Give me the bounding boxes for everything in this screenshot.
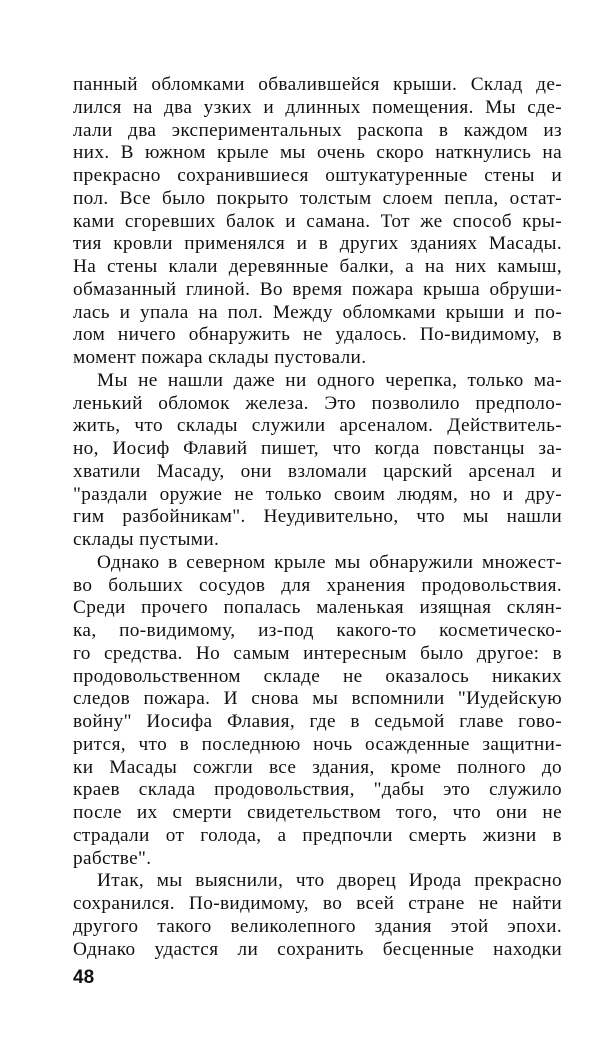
text-line: продовольственном складе не оказалось никаких bbox=[73, 665, 562, 687]
text-line: но, Иосиф Флавий пишет, что когда повстанцы за- bbox=[73, 438, 562, 459]
text-line: ки Масады сожгли все здания, кроме полного до bbox=[73, 756, 562, 778]
text-line: склады пустыми. bbox=[73, 529, 220, 550]
paragraph bbox=[73, 370, 562, 552]
text-line: жить, что склады служили арсеналом. Действитель- bbox=[73, 415, 562, 437]
page-number: 48 bbox=[73, 967, 95, 988]
text-line: ленький обломок железа. Это позволило предполо- bbox=[73, 392, 562, 414]
text-line: войну" Иосифа Флавия, где в седьмой главе гово- bbox=[73, 711, 562, 732]
text-line: пол. Все было покрыто толстым слоем пепла, остат- bbox=[73, 187, 562, 209]
text-line: них. В южном крыле мы очень скоро наткнулись на bbox=[73, 142, 562, 164]
text-line: Мы не нашли даже ни одного черепка, только ма- bbox=[97, 369, 562, 391]
text-line: рабстве". bbox=[73, 847, 152, 869]
text-line: На стены клали деревянные балки, а на них камыш, bbox=[73, 256, 562, 277]
text-line: во больших сосудов для хранения продовольствия. bbox=[73, 574, 562, 596]
text-line: го средства. Но самым интересным было другое: в bbox=[73, 642, 562, 664]
text-line: тия кровли применялся и в других зданиях Масады. bbox=[73, 233, 562, 255]
text-line: ками сгоревших балок и самана. Тот же способ кры- bbox=[73, 210, 562, 232]
text-line: следов пожара. И снова мы вспомнили "Иудейскую bbox=[73, 688, 562, 710]
text-line: рится, что в последнюю ночь осажденные защитни- bbox=[73, 733, 562, 755]
text-line: лился на два узких и длинных помещения. Мы сде- bbox=[73, 96, 562, 118]
paragraph bbox=[73, 552, 562, 871]
page-body bbox=[73, 74, 562, 961]
text-line: краев склада продовольствия, "дабы это служило bbox=[73, 779, 562, 801]
text-line: хватили Масаду, они взломали царский арсенал и bbox=[73, 460, 562, 482]
text-line: лом ничего обнаружить не удалось. По-видимому, в bbox=[73, 324, 562, 346]
text-line: другого такого великолепного здания этой эпохи. bbox=[73, 915, 562, 937]
text-line: Итак, мы выяснили, что дворец Ирода прекрасно bbox=[97, 870, 562, 892]
text-line: Однако в северном крыле мы обнаружили множест- bbox=[97, 551, 562, 573]
paragraph bbox=[73, 74, 562, 370]
text-line: Однако удастся ли сохранить бесценные находки bbox=[73, 938, 562, 960]
text-line: страдали от голода, а предпочли смерть жизни в bbox=[73, 824, 562, 846]
text-line: ка, по-видимому, из-под какого-то косметическо- bbox=[73, 620, 562, 641]
text-line: момент пожара склады пустовали. bbox=[73, 347, 367, 368]
text-line: Среди прочего попалась маленькая изящная склян- bbox=[73, 597, 562, 619]
text-line: сохранился. По-видимому, во всей стране не найти bbox=[73, 893, 562, 914]
text-line: лали два экспериментальных раскопа в каждом из bbox=[73, 119, 562, 141]
text-line: лась и упала на пол. Между обломками крыши и по- bbox=[73, 301, 562, 323]
text-line: прекрасно сохранившиеся оштукатуренные стены и bbox=[73, 165, 562, 186]
text-line: гим разбойникам". Неудивительно, что мы нашли bbox=[73, 506, 562, 528]
text-line: после их смерти свидетельством того, что они не bbox=[73, 802, 562, 823]
paragraph bbox=[73, 870, 562, 961]
text-line: панный обломками обвалившейся крыши. Склад де- bbox=[73, 74, 562, 95]
text-line: обмазанный глиной. Во время пожара крыша обруши- bbox=[73, 278, 562, 300]
text-line: "раздали оружие не только своим людям, но и дру- bbox=[73, 483, 562, 505]
